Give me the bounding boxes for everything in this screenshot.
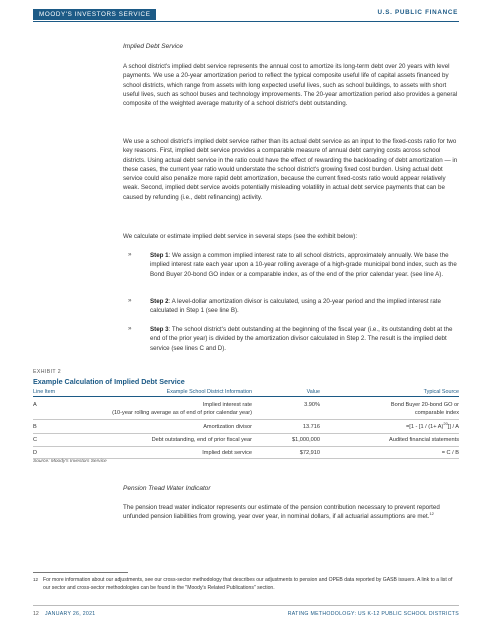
bullet-step-1: [150, 251, 459, 279]
footnote-ref: 12: [429, 511, 434, 517]
bullet-label: Step 3: [150, 326, 169, 333]
paragraph-pension: The pension tread water indicator represents our estimate of the pension contribution necessary to prevent reported unfunded pension liabilities from growing, year over year, in nominal dollars, if all actuarial assumptions are met.$^{12}$: [123, 504, 440, 521]
row-d-source: = C / B: [441, 450, 459, 456]
column-header-line-item: Line Item: [33, 389, 56, 395]
subtitle-pension-tread-water: Pension Tread Water Indicator: [123, 485, 211, 492]
row-d-info: Implied debt service: [202, 450, 252, 456]
exhibit-label: EXHIBIT 2: [33, 369, 62, 375]
bullet-step-3: [150, 325, 459, 353]
header-rule: [33, 21, 459, 22]
bullet-label: Step 2: [150, 298, 169, 305]
row-a-source: Bond Buyer 20-bond GO or comparable index: [390, 402, 459, 416]
paragraph-1: A school district's implied debt service represents the annual cost to amortize its long-term debt over 20 years with level payments. We use a 20-year amortization period to reflect the typical composite useful life of capital assets financed by school districts, which range from assets with long expected useful lives, such as school buildings, to assets with short useful lives, such as school buses and technology improvements. The 20-year amortization period also provides a general composite of the weighted average maturity of a school district's debt outstanding.: [123, 63, 458, 108]
bullet-text: : We assign a common implied interest rate to all school districts, approximately annually. We base the implied interest rate each year upon a 10-year rolling average of a high-grade municipal bond index, such as the Bond Buyer 20-bond GO index or a comparable index, as of the end of the prior calendar year. (see line A).: [150, 252, 457, 278]
row-d-value: $72,910: [299, 450, 320, 456]
footer-rule: [33, 605, 459, 606]
page-number: 12: [33, 611, 39, 617]
publication-date: JANUARY 26, 2021: [45, 611, 96, 617]
paragraph-3: We calculate or estimate implied debt service in several steps (see the exhibit below):: [123, 233, 358, 240]
row-c-line: C: [33, 437, 38, 443]
row-divider: [33, 446, 459, 447]
column-header-info: Example School District Information: [166, 389, 252, 395]
publication-title: RATING METHODOLOGY: US K-12 PUBLIC SCHOOL DISTRICTS: [287, 611, 459, 617]
row-b-source: $=[1 - [1 / (1+ A)^{20}]] / A$: [406, 421, 459, 430]
table-header-rule: [33, 396, 459, 397]
row-divider: [33, 419, 459, 420]
bullet-step-2: [150, 297, 459, 316]
bullet-text: : The school district's debt outstanding at the beginning of the fiscal year (i.e., its outstanding debt at the end of the prior year) is divided by the amortization divisor calculated in Step 2. The result is the implied debt service (see lines C and D).: [150, 326, 453, 352]
row-c-info: Debt outstanding, end of prior fiscal year: [151, 437, 252, 443]
footnote-number: 12: [33, 577, 39, 582]
exhibit-source: Source: Moody's Investors Service: [33, 459, 107, 464]
row-a-info: Implied interest rate (10-year rolling average as of end of prior calendar year): [112, 402, 252, 416]
row-b-line: B: [33, 424, 37, 430]
bullet-marker: »: [128, 297, 132, 304]
column-header-value: Value: [306, 389, 320, 395]
row-divider: [33, 433, 459, 434]
column-header-source: Typical Source: [423, 389, 459, 395]
footnote-text: For more information about our adjustments, see our cross-sector methodology that describes our adjustments to pension and OPEB data reported by GASB issuers. A link to a list of our sector and cross-sector methodologies can be found in the "Moody's Related Publications" section.: [43, 577, 453, 591]
row-c-source: Audited financial statements: [389, 437, 459, 443]
subtitle-implied-debt-service: Implied Debt Service: [123, 43, 183, 50]
row-d-line: D: [33, 450, 38, 456]
bullet-text: : A level-dollar amortization divisor is calculated, using a 20-year period and the implied interest rate calculated in Step 1 (see line B).: [150, 298, 441, 315]
bullet-marker: »: [128, 251, 132, 258]
exhibit-title: Example Calculation of Implied Debt Service: [33, 377, 185, 386]
row-c-value: $1,000,000: [292, 437, 320, 443]
row-b-value: 13.716: [302, 424, 320, 430]
paragraph-2: We use a school district's implied debt service rather than its actual debt service as an input to the fixed-costs ratio for two key reasons. First, implied debt service provides a comparable measure of annual debt carrying costs across school districts. Using actual debt service in the ratio could have the effect of rewarding the backloading of debt amortization — in these cases, the current year ratio would understate the school district's growing fixed cost burden. Using actual debt service could also penalize more rapid debt amortization, because the current fixed-costs ratio would appear relatively weak. Second, implied debt service avoids potentially misleading volatility in actual debt service payments that can be caused by refunding (i.e., debt refinancing) activity.: [123, 138, 458, 201]
row-a-line: A: [33, 402, 37, 408]
publisher-name: MOODY'S INVESTORS SERVICE: [33, 9, 156, 20]
row-a-value: 3.90%: [304, 402, 320, 408]
bullet-label: Step 1: [150, 252, 169, 259]
footnote-rule: [33, 572, 128, 573]
row-b-info: Amortization divisor: [203, 424, 252, 430]
section-name: U.S. PUBLIC FINANCE: [377, 9, 458, 16]
bullet-marker: »: [128, 325, 132, 332]
